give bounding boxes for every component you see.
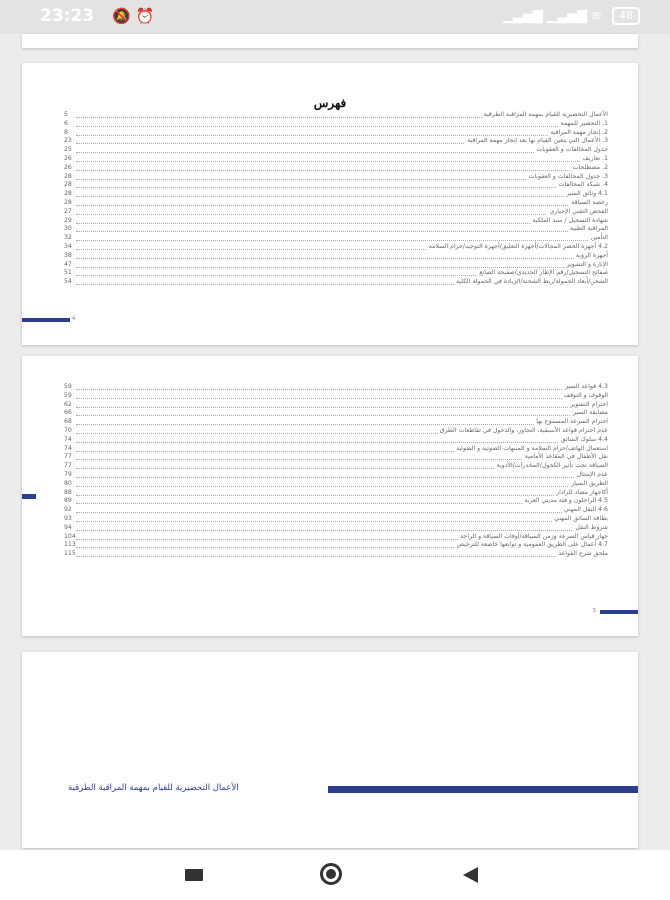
signal-wifi-icon: ▁▃▅▇ ▁▃▅▇ ≋ (502, 8, 602, 24)
toc-leader-dots (76, 223, 608, 224)
page-number: 5 (592, 608, 596, 614)
toc-entry[interactable] (64, 252, 608, 261)
toc-page-number: 77 (64, 462, 72, 470)
toc-entry[interactable] (64, 146, 608, 155)
toc-entry-title: الأعمال التحضيرية للقيام بمهمة المراقبة الطرقية (483, 111, 608, 118)
document-page-1[interactable] (22, 34, 638, 48)
toc-page-number: 66 (64, 409, 72, 417)
toc-page-number: 74 (64, 435, 72, 443)
toc-entry[interactable] (64, 234, 608, 243)
toc-entry-title: 4.3 قواعد السير (565, 383, 608, 390)
toc-leader-dots (76, 407, 608, 408)
toc-page-number: 79 (64, 470, 72, 478)
toc-page-number: 92 (64, 506, 72, 514)
toc-entry[interactable] (64, 155, 608, 164)
toc-entry-title: 4.1 وثائق السير (566, 190, 608, 198)
toc-page-number: 70 (64, 426, 72, 434)
toc-page-number: 28 (64, 181, 72, 189)
page-accent-bar (22, 318, 70, 322)
toc-entry[interactable] (64, 392, 608, 401)
navigation-bar (0, 850, 670, 900)
toc-entry[interactable] (64, 506, 608, 515)
toc-leader-dots (76, 486, 608, 487)
toc-leader-dots (76, 477, 608, 478)
toc-page-number: 115 (64, 550, 76, 558)
toc-page-number: 113 (64, 541, 76, 549)
toc-leader-dots (76, 258, 608, 259)
toc-page-number: 25 (64, 146, 72, 154)
toc-page-number: 28 (64, 198, 72, 206)
toc-leader-dots (76, 205, 608, 206)
toc-entry-title: استعمال الهاتف/حزام السلامة و المنبهات الصوتية و الضوئية (456, 444, 608, 452)
toc-page-number: 28 (64, 190, 72, 198)
toc-leader-dots (76, 389, 608, 390)
toc-entry-title: الفحص التقني الإجباري (549, 207, 608, 215)
toc-entry[interactable] (64, 480, 608, 489)
toc-page-number: 89 (64, 497, 72, 505)
toc-page-number: 29 (64, 216, 72, 224)
toc-page-number: 6 (64, 119, 68, 127)
toc-leader-dots (76, 267, 608, 268)
status-time: 23:23 (40, 6, 95, 26)
toc-entry[interactable] (64, 225, 608, 234)
toc-leader-dots (76, 214, 608, 215)
toc-entry-title: الوقوف و التوقف (563, 391, 608, 399)
toc-entry-title: 4.6 النقل المهني (563, 506, 608, 514)
toc-page-number: 51 (64, 269, 72, 277)
toc-page-number: 8 (64, 128, 68, 136)
document-page-4[interactable] (22, 652, 638, 848)
toc-title: فهرس (313, 96, 347, 110)
toc-leader-dots (76, 398, 608, 399)
toc-entry-title: أكاجهاز مضاد للرادار (556, 488, 608, 496)
toc-entry[interactable] (64, 137, 608, 146)
toc-entry-title: 4.5 الراجلون و فئة مديني العربة (524, 497, 608, 505)
toc-entry-title: الإنارة و التشوير (566, 260, 608, 268)
document-page-3[interactable] (22, 356, 638, 636)
status-bar (0, 0, 670, 34)
toc-entry[interactable] (64, 409, 608, 418)
toc-entry-title: 4.7 أعمال على الطريق العمومية و توابعها خاضعة للترخيص (456, 541, 608, 549)
toc-leader-dots (76, 126, 608, 127)
toc-page-number: 47 (64, 260, 72, 268)
toc-leader-dots (76, 530, 608, 531)
toc-page-number: 54 (64, 278, 72, 286)
toc-entry[interactable] (64, 550, 608, 559)
notification-icons: 🔕 ⏰ (112, 7, 155, 25)
toc-entry-title: أجهزة الرؤية (575, 251, 608, 259)
toc-leader-dots (76, 512, 608, 513)
toc-leader-dots (76, 556, 608, 557)
page-accent-bar (600, 610, 638, 614)
toc-entry-title: جهاز قياس السرعة وزمن السياقة/أوقات السياقة و الراحة (460, 532, 608, 540)
toc-entry[interactable] (64, 181, 608, 190)
toc-page-number: 27 (64, 207, 72, 215)
toc-entry-title: عدم الإمتثال (576, 470, 608, 478)
chapter-title: الأعمال التحضيرية للقيام بمهمة المراقبة الطرقية (68, 783, 239, 793)
toc-list (64, 383, 608, 559)
toc-page-number: 38 (64, 251, 72, 259)
toc-entry[interactable] (64, 383, 608, 392)
toc-entry-title: 3. جدول المخالفات و العقوبات (528, 172, 608, 180)
toc-list (64, 111, 608, 287)
toc-entry-title: 1. التحضير للمهمة (560, 119, 608, 127)
toc-page-number: 28 (64, 172, 72, 180)
toc-leader-dots (76, 187, 608, 188)
toc-page-number: 5 (64, 111, 68, 118)
toc-entry-title: احترام التشوير (570, 400, 608, 408)
toc-entry[interactable] (64, 164, 608, 173)
toc-page-number: 88 (64, 488, 72, 496)
toc-leader-dots (76, 415, 608, 416)
toc-leader-dots (76, 424, 608, 425)
toc-entry-title: التأمين (590, 234, 608, 242)
toc-page-number: 30 (64, 225, 72, 233)
toc-entry[interactable] (64, 401, 608, 410)
toc-entry[interactable] (64, 261, 608, 270)
home-icon[interactable] (320, 863, 342, 885)
chapter-accent-bar (328, 786, 638, 793)
toc-leader-dots (76, 240, 608, 241)
toc-entry-title: الشحن/أبعاد الحمولة/ربط الشحنة/الزيادة في الحمولة الكلية (455, 278, 608, 286)
toc-page-number: 59 (64, 383, 72, 390)
recent-apps-icon[interactable] (185, 869, 203, 881)
toc-leader-dots (76, 161, 608, 162)
toc-entry-title: شهادة التسجيل / سند الملكية (532, 216, 608, 224)
toc-entry[interactable] (64, 471, 608, 480)
toc-page-number: 62 (64, 400, 72, 408)
toc-leader-dots (76, 521, 608, 522)
toc-entry-title: الطريق السيار (571, 479, 608, 487)
toc-entry[interactable] (64, 278, 608, 287)
toc-entry[interactable] (64, 217, 608, 226)
toc-entry[interactable] (64, 418, 608, 427)
page-number: 4 (72, 316, 76, 322)
toc-page-number: 104 (64, 532, 76, 540)
toc-entry-title: نقل الأطفال في المقاعد الأمامية (524, 453, 608, 461)
toc-entry[interactable] (64, 524, 608, 533)
toc-leader-dots (76, 442, 608, 443)
toc-page-number: 34 (64, 242, 72, 250)
toc-entry-title: 4. شبكة المخالفات (558, 181, 608, 189)
side-marker (22, 494, 36, 499)
toc-entry[interactable] (64, 269, 608, 278)
toc-entry-title: 2. مصطلحات (572, 163, 608, 171)
toc-page-number: 59 (64, 391, 72, 399)
toc-entry-title: مضايقة السير (572, 409, 608, 417)
toc-entry-title: احترام السرعة المسموح بها (536, 418, 608, 426)
toc-entry-title: بطاقة السائق المهني (554, 514, 608, 522)
toc-entry[interactable] (64, 190, 608, 199)
toc-entry-title: ملحق شرح القواعد (558, 550, 608, 558)
toc-leader-dots (76, 196, 608, 197)
toc-entry-title: 2. إنجاز مهمة المراقبة (550, 128, 608, 136)
toc-leader-dots (76, 231, 608, 232)
toc-leader-dots (76, 495, 608, 496)
document-page-2[interactable] (22, 63, 638, 345)
toc-entry-title: جدول المخالفات و العقوبات (536, 146, 608, 154)
toc-page-number: 32 (64, 234, 72, 242)
toc-entry[interactable] (64, 120, 608, 129)
toc-entry[interactable] (64, 489, 608, 498)
toc-entry-title: شروط النقل (575, 523, 608, 531)
toc-entry[interactable] (64, 111, 608, 120)
toc-leader-dots (76, 170, 608, 171)
toc-page-number: 26 (64, 163, 72, 171)
toc-page-number: 23 (64, 137, 72, 145)
toc-entry[interactable] (64, 515, 608, 524)
toc-entry[interactable] (64, 199, 608, 208)
toc-entry-title: 4.4 سلوك السائق (560, 435, 608, 443)
toc-page-number: 74 (64, 444, 72, 452)
toc-entry[interactable] (64, 497, 608, 506)
system-icons (503, 7, 640, 25)
toc-entry[interactable] (64, 243, 608, 252)
toc-page-number: 68 (64, 418, 72, 426)
toc-entry[interactable] (64, 208, 608, 217)
toc-entry-title: 3. الأعمال التي يتعين القيام بها بعد إنجاز مهمة المراقبة (467, 137, 608, 145)
toc-entry-title: السياقة تحت تأثير الكحول/المخدرات/الأدوية (496, 462, 608, 470)
toc-entry[interactable] (64, 453, 608, 462)
toc-leader-dots (76, 135, 608, 136)
toc-entry[interactable] (64, 462, 608, 471)
toc-page-number: 77 (64, 453, 72, 461)
toc-entry-title: المراقبة الطبية (569, 225, 608, 233)
toc-entry-title: 4.2 أجهزة الحصر المجالات/أجهزة التعليق/أجهزة التوجيه/حزام السلامة (428, 242, 608, 250)
toc-page-number: 94 (64, 523, 72, 531)
toc-entry-title: عدم احترام قواعد الأسبقية، التجاوز، والدخول في تقاطعات الطرق (439, 426, 608, 434)
toc-entry[interactable] (64, 173, 608, 182)
toc-page-number: 26 (64, 154, 72, 162)
toc-leader-dots (76, 152, 608, 153)
toc-entry[interactable] (64, 541, 608, 550)
toc-entry-title: 1. تعاريف (582, 154, 608, 162)
back-icon[interactable] (463, 867, 478, 883)
battery-icon: 48 (612, 7, 640, 25)
toc-page-number: 93 (64, 514, 72, 522)
toc-entry[interactable] (64, 427, 608, 436)
toc-entry[interactable] (64, 436, 608, 445)
toc-entry-title: صفائح التسجيل/رقم الإطار الحديدي/صفيحة الصانع (479, 269, 608, 277)
toc-page-number: 80 (64, 479, 72, 487)
toc-entry-title: رخصة السياقة (571, 198, 608, 206)
